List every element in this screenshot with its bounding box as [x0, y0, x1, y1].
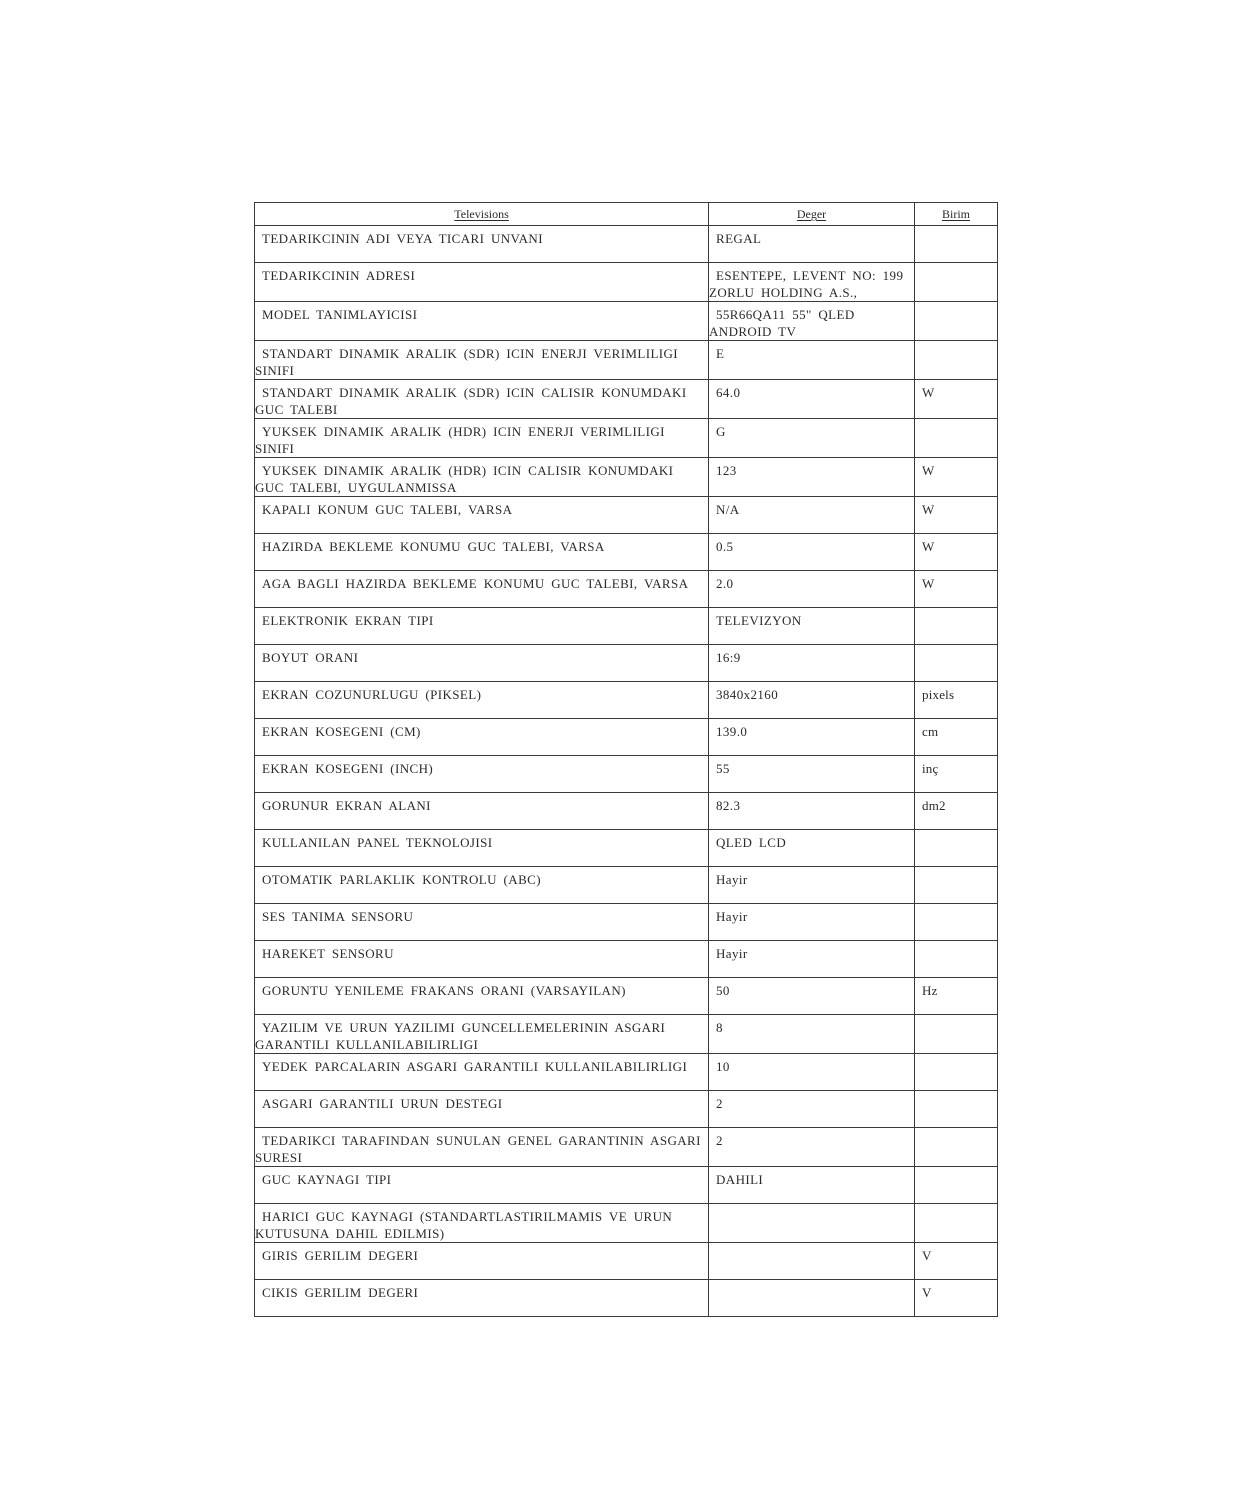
- value-cell-text: 139.0: [716, 724, 748, 739]
- value-cell: [709, 793, 915, 830]
- parameter-cell: [255, 793, 709, 830]
- parameter-cell-text: BOYUT ORANI: [262, 650, 359, 665]
- unit-cell-text: inç: [922, 761, 939, 776]
- value-cell: [709, 978, 915, 1015]
- parameter-cell: [255, 1054, 709, 1091]
- value-cell-text: E: [716, 346, 725, 361]
- value-cell-text: Hayir: [716, 872, 748, 887]
- unit-cell-text: V: [922, 1248, 932, 1263]
- parameter-cell-text: KAPALI KONUM GUC TALEBI, VARSA: [262, 502, 513, 517]
- value-cell-text: REGAL: [716, 231, 762, 246]
- value-cell-text: 55: [716, 761, 730, 776]
- parameter-cell: [255, 719, 709, 756]
- table-body: [255, 226, 998, 1317]
- unit-cell-text: [915, 1167, 997, 1171]
- unit-cell-text: W: [922, 385, 935, 400]
- table-row: [255, 497, 998, 534]
- unit-cell-text: [915, 1128, 997, 1132]
- value-cell: [709, 302, 915, 341]
- parameter-cell: [255, 608, 709, 645]
- table-row: [255, 1280, 998, 1317]
- table-row: [255, 380, 998, 419]
- unit-cell: [915, 458, 998, 497]
- unit-cell-text: W: [922, 502, 935, 517]
- unit-cell: [915, 1243, 998, 1280]
- parameter-cell-text: TEDARIKCININ ADRESI: [262, 268, 416, 283]
- value-cell-text: 50: [716, 983, 730, 998]
- parameter-cell-text: STANDART DINAMIK ARALIK (SDR) ICIN CALISIR KONUMDAKI GUC TALEBI: [255, 385, 687, 417]
- parameter-cell: [255, 458, 709, 497]
- unit-cell-text: [915, 941, 997, 945]
- parameter-cell-text: YUKSEK DINAMIK ARALIK (HDR) ICIN ENERJI VERIMLILIGI SINIFI: [255, 424, 665, 456]
- value-cell: [709, 608, 915, 645]
- unit-cell-text: [915, 263, 997, 267]
- table-row: [255, 867, 998, 904]
- table-row: [255, 226, 998, 263]
- parameter-cell: [255, 1091, 709, 1128]
- value-cell-text: Hayir: [716, 909, 748, 924]
- unit-cell-text: [915, 226, 997, 230]
- value-cell: [709, 497, 915, 534]
- table-row: [255, 1167, 998, 1204]
- parameter-cell-text: ASGARI GARANTILI URUN DESTEGI: [262, 1096, 503, 1111]
- table-row: [255, 458, 998, 497]
- value-cell-text: 8: [716, 1020, 723, 1035]
- unit-cell-text: [915, 1054, 997, 1058]
- parameter-cell: [255, 756, 709, 793]
- value-cell-text: [709, 1280, 914, 1284]
- parameter-cell-text: OTOMATIK PARLAKLIK KONTROLU (ABC): [262, 872, 541, 887]
- value-cell: [709, 534, 915, 571]
- unit-cell: [915, 341, 998, 380]
- value-cell-text: 55R66QA11 55" QLED ANDROID TV: [709, 307, 855, 339]
- parameter-cell: [255, 904, 709, 941]
- unit-cell-text: W: [922, 576, 935, 591]
- parameter-cell: [255, 226, 709, 263]
- unit-cell: [915, 719, 998, 756]
- parameter-cell-text: HAZIRDA BEKLEME KONUMU GUC TALEBI, VARSA: [262, 539, 605, 554]
- parameter-cell-text: SES TANIMA SENSORU: [262, 909, 414, 924]
- unit-cell: [915, 978, 998, 1015]
- unit-cell-text: [915, 830, 997, 834]
- parameter-cell-text: GIRIS GERILIM DEGERI: [262, 1248, 419, 1263]
- value-cell-text: 64.0: [716, 385, 741, 400]
- value-cell-text: 82.3: [716, 798, 741, 813]
- unit-cell-text: cm: [922, 724, 939, 739]
- unit-cell: [915, 867, 998, 904]
- value-cell: [709, 1243, 915, 1280]
- unit-cell-text: [915, 1015, 997, 1019]
- parameter-cell-text: EKRAN KOSEGENI (CM): [262, 724, 421, 739]
- parameter-cell: [255, 302, 709, 341]
- parameter-cell-text: YEDEK PARCALARIN ASGARI GARANTILI KULLANILABILIRLIGI: [262, 1059, 688, 1074]
- value-cell-text: 2.0: [716, 576, 734, 591]
- parameter-cell: [255, 1204, 709, 1243]
- unit-cell: [915, 497, 998, 534]
- table-row: [255, 1015, 998, 1054]
- table-row: [255, 756, 998, 793]
- parameter-cell-text: KULLANILAN PANEL TEKNOLOJISI: [262, 835, 493, 850]
- parameter-cell: [255, 1015, 709, 1054]
- parameter-cell: [255, 380, 709, 419]
- value-cell: [709, 1015, 915, 1054]
- parameter-cell: [255, 571, 709, 608]
- table-row: [255, 682, 998, 719]
- table-header-row: [255, 203, 998, 226]
- value-cell-text: N/A: [716, 502, 740, 517]
- table-row: [255, 793, 998, 830]
- table-row: [255, 534, 998, 571]
- table-row: [255, 830, 998, 867]
- table-row: [255, 645, 998, 682]
- parameter-cell-text: MODEL TANIMLAYICISI: [262, 307, 418, 322]
- product-information-sheet: [254, 202, 997, 1317]
- value-cell: [709, 1280, 915, 1317]
- parameter-cell-text: HARICI GUC KAYNAGI (STANDARTLASTIRILMAMIS VE URUN KUTUSUNA DAHIL EDILMIS): [255, 1209, 673, 1241]
- value-cell-text: 0.5: [716, 539, 734, 554]
- unit-cell: [915, 1280, 998, 1317]
- parameter-cell-text: CIKIS GERILIM DEGERI: [262, 1285, 419, 1300]
- value-cell-text: [709, 1204, 914, 1208]
- parameter-cell-text: GORUNUR EKRAN ALANI: [262, 798, 431, 813]
- table-row: [255, 941, 998, 978]
- value-cell-text: 2: [716, 1133, 723, 1148]
- value-cell: [709, 226, 915, 263]
- unit-cell-text: [915, 1204, 997, 1208]
- unit-cell: [915, 1204, 998, 1243]
- unit-cell: [915, 571, 998, 608]
- value-cell: [709, 682, 915, 719]
- value-cell: [709, 1167, 915, 1204]
- value-cell: [709, 341, 915, 380]
- unit-cell: [915, 1054, 998, 1091]
- value-cell: [709, 380, 915, 419]
- unit-cell: [915, 1128, 998, 1167]
- specification-table: [254, 202, 998, 1317]
- parameter-cell-text: TEDARIKCI TARAFINDAN SUNULAN GENEL GARANTININ ASGARI SURESI: [255, 1133, 701, 1165]
- table-row: [255, 1243, 998, 1280]
- unit-cell: [915, 263, 998, 302]
- unit-cell: [915, 380, 998, 419]
- parameter-cell-text: YAZILIM VE URUN YAZILIMI GUNCELLEMELERININ ASGARI GARANTILI KULLANILABILIRLIGI: [255, 1020, 666, 1052]
- value-cell-text: 2: [716, 1096, 723, 1111]
- unit-cell-text: dm2: [922, 798, 946, 813]
- value-cell-text: Hayir: [716, 946, 748, 961]
- unit-cell: [915, 830, 998, 867]
- value-cell-text: [709, 1243, 914, 1247]
- unit-cell-text: V: [922, 1285, 932, 1300]
- parameter-cell: [255, 867, 709, 904]
- parameter-cell: [255, 978, 709, 1015]
- parameter-cell: [255, 497, 709, 534]
- value-cell-text: QLED LCD: [716, 835, 787, 850]
- value-cell: [709, 1128, 915, 1167]
- value-cell: [709, 941, 915, 978]
- value-cell-text: DAHILI: [716, 1172, 764, 1187]
- table-row: [255, 904, 998, 941]
- unit-cell: [915, 302, 998, 341]
- unit-cell: [915, 682, 998, 719]
- value-cell: [709, 419, 915, 458]
- parameter-cell: [255, 1280, 709, 1317]
- parameter-cell: [255, 941, 709, 978]
- unit-cell-text: [915, 1091, 997, 1095]
- table-row: [255, 419, 998, 458]
- unit-cell-text: [915, 419, 997, 423]
- value-cell-text: G: [716, 424, 726, 439]
- parameter-cell-text: STANDART DINAMIK ARALIK (SDR) ICIN ENERJI VERIMLILIGI SINIFI: [255, 346, 679, 378]
- value-cell: [709, 830, 915, 867]
- unit-cell-text: [915, 904, 997, 908]
- column-header-unit: Birim: [915, 203, 998, 226]
- table-row: [255, 571, 998, 608]
- value-cell: [709, 263, 915, 302]
- value-cell-text: 123: [716, 463, 737, 478]
- parameter-cell: [255, 419, 709, 458]
- unit-cell: [915, 793, 998, 830]
- parameter-cell-text: TEDARIKCININ ADI VEYA TICARI UNVANI: [262, 231, 543, 246]
- parameter-cell-text: YUKSEK DINAMIK ARALIK (HDR) ICIN CALISIR KONUMDAKI GUC TALEBI, UYGULANMISSA: [255, 463, 674, 495]
- unit-cell: [915, 226, 998, 263]
- parameter-cell-text: GUC KAYNAGI TIPI: [262, 1172, 392, 1187]
- unit-cell: [915, 534, 998, 571]
- parameter-cell: [255, 534, 709, 571]
- value-cell-text: 10: [716, 1059, 730, 1074]
- table-row: [255, 1091, 998, 1128]
- parameter-cell-text: HAREKET SENSORU: [262, 946, 394, 961]
- parameter-cell: [255, 1167, 709, 1204]
- unit-cell: [915, 1091, 998, 1128]
- table-row: [255, 302, 998, 341]
- unit-cell-text: [915, 645, 997, 649]
- unit-cell: [915, 756, 998, 793]
- value-cell-text: 3840x2160: [716, 687, 779, 702]
- value-cell: [709, 867, 915, 904]
- table-row: [255, 1054, 998, 1091]
- unit-cell-text: pixels: [922, 687, 955, 702]
- table-row: [255, 608, 998, 645]
- parameter-cell: [255, 645, 709, 682]
- parameter-cell: [255, 1243, 709, 1280]
- unit-cell-text: W: [922, 539, 935, 554]
- value-cell: [709, 719, 915, 756]
- value-cell-text: ESENTEPE, LEVENT NO: 199 ZORLU HOLDING A.S.,: [709, 268, 904, 300]
- parameter-cell: [255, 1128, 709, 1167]
- table-row: [255, 263, 998, 302]
- value-cell-text: 16:9: [716, 650, 741, 665]
- unit-cell-text: [915, 608, 997, 612]
- unit-cell: [915, 1167, 998, 1204]
- value-cell: [709, 645, 915, 682]
- table-row: [255, 341, 998, 380]
- parameter-cell-text: GORUNTU YENILEME FRAKANS ORANI (VARSAYILAN): [262, 983, 626, 998]
- parameter-cell-text: EKRAN COZUNURLUGU (PIKSEL): [262, 687, 482, 702]
- unit-cell: [915, 645, 998, 682]
- table-row: [255, 978, 998, 1015]
- parameter-cell-text: EKRAN KOSEGENI (INCH): [262, 761, 434, 776]
- value-cell: [709, 904, 915, 941]
- parameter-cell: [255, 263, 709, 302]
- unit-cell-text: [915, 302, 997, 306]
- value-cell: [709, 756, 915, 793]
- parameter-cell: [255, 830, 709, 867]
- parameter-cell-text: ELEKTRONIK EKRAN TIPI: [262, 613, 434, 628]
- table-row: [255, 1204, 998, 1243]
- value-cell: [709, 458, 915, 497]
- value-cell: [709, 1204, 915, 1243]
- unit-cell: [915, 941, 998, 978]
- table-row: [255, 1128, 998, 1167]
- parameter-cell-text: AGA BAGLI HAZIRDA BEKLEME KONUMU GUC TALEBI, VARSA: [262, 576, 689, 591]
- unit-cell-text: [915, 867, 997, 871]
- value-cell: [709, 1091, 915, 1128]
- column-header-parameter: Televisions: [255, 203, 709, 226]
- value-cell: [709, 1054, 915, 1091]
- unit-cell-text: Hz: [922, 983, 938, 998]
- unit-cell: [915, 1015, 998, 1054]
- parameter-cell: [255, 341, 709, 380]
- unit-cell-text: [915, 341, 997, 345]
- value-cell: [709, 571, 915, 608]
- unit-cell-text: W: [922, 463, 935, 478]
- unit-cell: [915, 904, 998, 941]
- table-row: [255, 719, 998, 756]
- unit-cell: [915, 419, 998, 458]
- parameter-cell: [255, 682, 709, 719]
- column-header-value: Deger: [709, 203, 915, 226]
- unit-cell: [915, 608, 998, 645]
- value-cell-text: TELEVIZYON: [716, 613, 802, 628]
